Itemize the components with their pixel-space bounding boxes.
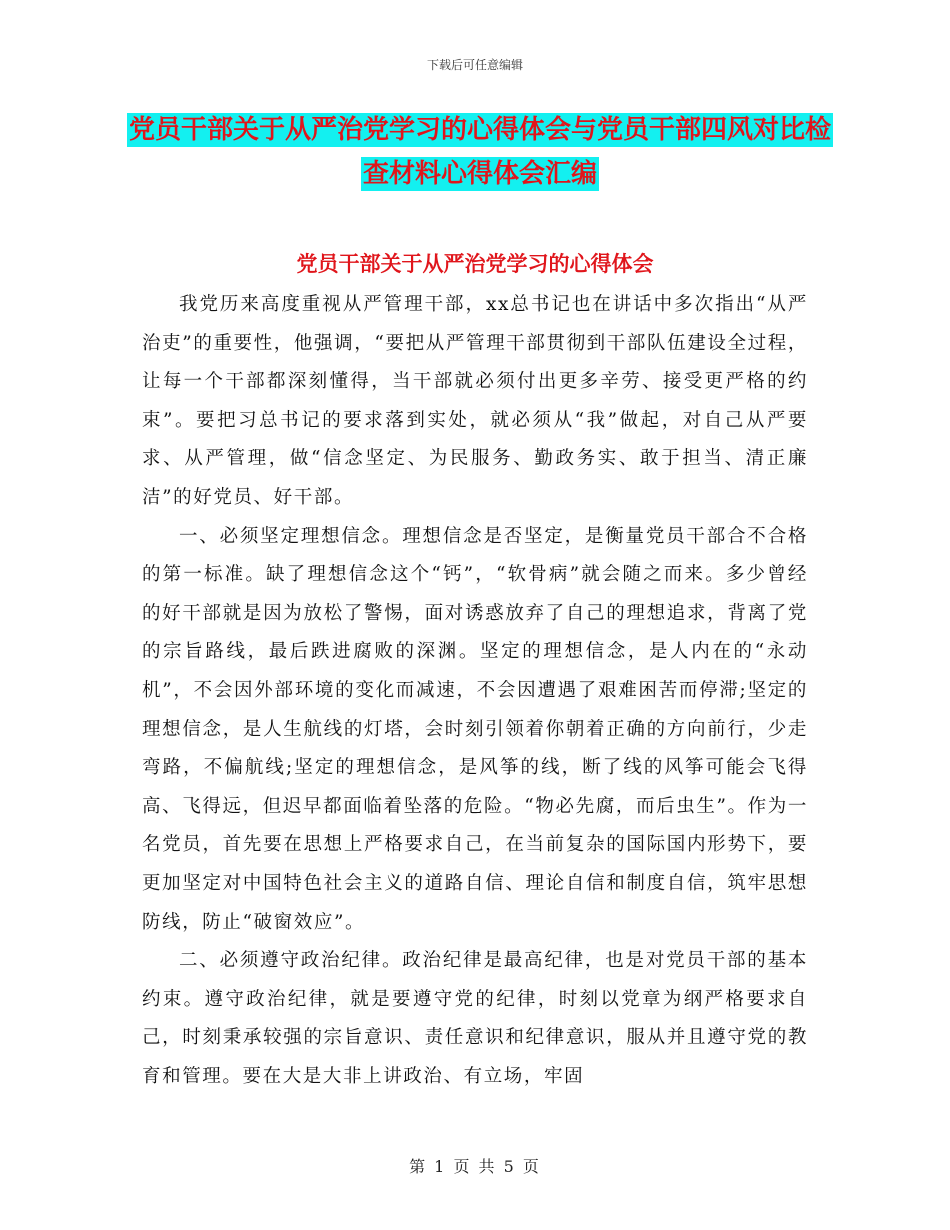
document-body bbox=[142, 286, 808, 1096]
paragraph: 一、必须坚定理想信念。理想信念是否坚定，是衡量党员干部合不合格的第一标准。缺了理想信念这个“钙”，“软骨病”就会随之而来。多少曾经的好干部就是因为放松了警惕，面对诱惑放弃了自己的理想追求，背离了党的宗旨路线，最后跌进腐败的深渊。坚定的理想信念，是人内在的“永动机”，不会因外部环境的变化而减速，不会因遭遇了艰难困苦而停滞;坚定的理想信念，是人生航线的灯塔，会时刻引领着你朝着正确的方向前行，少走弯路，不偏航线;坚定的理想信念，是风筝的线，断了线的风筝可能会飞得高、飞得远，但迟早都面临着坠落的危险。“物必先腐，而后虫生”。作为一名党员，首先要在思想上严格要求自己，在当前复杂的国际国内形势下，要更加坚定对中国特色社会主义的道路自信、理论自信和制度自信，筑牢思想防线，防止“破窗效应”。 bbox=[142, 525, 808, 933]
document-title bbox=[120, 108, 840, 196]
paragraph: 我党历来高度重视从严管理干部，xx总书记也在讲话中多次指出“从严治吏”的重要性，他强调，“要把从严管理干部贯彻到干部队伍建设全过程，让每一个干部都深刻懂得，当干部就必须付出更多辛劳、接受更严格的约束”。要把习总书记的要求落到实处，就必须从“我”做起，对自己从严要求、从严管理，做“信念坚定、为民服务、勤政务实、敢于担当、清正廉洁”的好党员、好干部。 bbox=[142, 294, 808, 508]
page-footer: 第 1 页 共 5 页 bbox=[409, 1157, 541, 1176]
page-header: 下载后可任意编辑 bbox=[426, 58, 523, 72]
section-title: 党员干部关于从严治党学习的心得体会 bbox=[296, 252, 654, 276]
paragraph: 二、必须遵守政治纪律。政治纪律是最高纪律，也是对党员干部的基本约束。遵守政治纪律，就是要遵守党的纪律，时刻以党章为纲严格要求自己，时刻秉承较强的宗旨意识、责任意识和纪律意识，服从并且遵守党的教育和管理。要在大是大非上讲政治、有立场，牢固 bbox=[142, 950, 808, 1087]
document-title-text: 党员干部关于从严治党学习的心得体会与党员干部四风对比检查材料心得体会汇编 bbox=[128, 115, 831, 189]
